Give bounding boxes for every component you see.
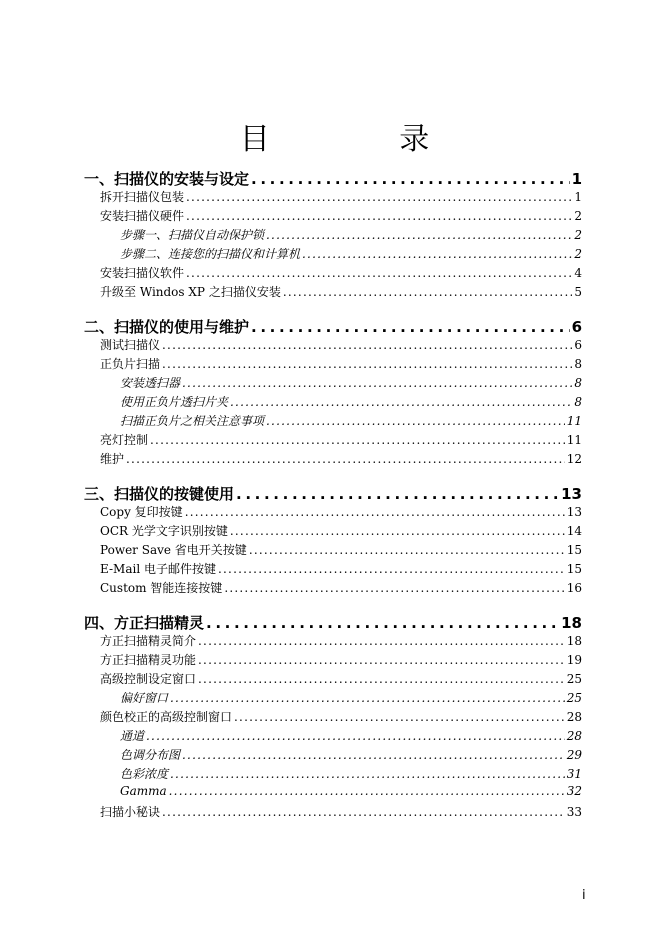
toc-entry-label: 安装透扫器 — [120, 376, 181, 390]
toc-entry-label: 步骤二、连接您的扫描仪和计算机 — [120, 247, 301, 261]
toc-section[interactable] — [84, 803, 582, 822]
leader-dots — [234, 710, 565, 724]
toc-entry-label: 颜色校正的高级控制窗口 — [100, 710, 233, 724]
toc-section[interactable] — [84, 522, 582, 541]
toc-entry-label: 拆开扫描仪包装 — [100, 190, 185, 204]
leader-dots — [198, 634, 565, 648]
leader-dots — [302, 247, 572, 261]
toc-subsection[interactable] — [84, 226, 582, 245]
toc-entry-page: 8 — [574, 395, 582, 409]
toc-entry-label: Custom 智能连接按键 — [100, 581, 223, 595]
toc-entry-label: 方正扫描精灵功能 — [100, 653, 197, 667]
leader-dots — [162, 357, 572, 371]
toc-section[interactable] — [84, 450, 582, 469]
toc-entry-page: 31 — [566, 767, 582, 781]
table-of-contents — [84, 168, 582, 822]
toc-entry-page: 28 — [566, 710, 582, 724]
toc-entry-page: 32 — [566, 784, 582, 798]
toc-entry-page: 13 — [566, 505, 582, 519]
leader-dots — [251, 318, 570, 336]
toc-subsection[interactable] — [84, 374, 582, 393]
toc-entry-label: 四、方正扫描精灵 — [84, 614, 205, 632]
toc-entry-label: 色调分布图 — [120, 748, 181, 762]
toc-section[interactable] — [84, 188, 582, 207]
leader-dots — [162, 805, 565, 819]
toc-section[interactable] — [84, 651, 582, 670]
toc-section[interactable] — [84, 579, 582, 598]
toc-entry-page: 25 — [566, 672, 582, 686]
toc-entry-label: 测试扫描仪 — [100, 338, 161, 352]
toc-entry-page: 8 — [574, 376, 582, 390]
toc-subsection[interactable] — [84, 746, 582, 765]
toc-entry-label: 扫描正负片之相关注意事项 — [120, 414, 265, 428]
toc-entry-label: 使用正负片透扫片夹 — [120, 395, 229, 409]
toc-entry-page: 28 — [566, 729, 582, 743]
toc-entry-page: 14 — [566, 524, 582, 538]
toc-section[interactable] — [84, 670, 582, 689]
toc-entry-label: 三、扫描仪的按键使用 — [84, 485, 235, 503]
leader-dots — [170, 691, 565, 705]
toc-section[interactable] — [84, 264, 582, 283]
toc-entry-page: 25 — [566, 691, 582, 705]
toc-entry-page: 1 — [574, 190, 582, 204]
leader-dots — [186, 190, 572, 204]
toc-entry-page: 15 — [566, 562, 582, 576]
toc-entry-page: 2 — [574, 247, 582, 261]
toc-entry-page: 13 — [561, 485, 582, 503]
toc-entry-page: 19 — [566, 653, 582, 667]
toc-entry-page: 18 — [566, 634, 582, 648]
chapter-spacer — [84, 302, 582, 316]
toc-chapter[interactable] — [84, 316, 582, 336]
toc-entry-label: Power Save 省电开关按键 — [100, 543, 247, 557]
toc-entry-page: 33 — [566, 805, 582, 819]
toc-entry-page: 8 — [574, 357, 582, 371]
toc-entry-label: 正负片扫描 — [100, 357, 161, 371]
toc-entry-label: 扫描小秘诀 — [100, 805, 161, 819]
toc-entry-page: 18 — [561, 614, 582, 632]
toc-section[interactable] — [84, 336, 582, 355]
toc-entry-label: 二、扫描仪的使用与维护 — [84, 318, 250, 336]
chapter-spacer — [84, 469, 582, 483]
leader-dots — [230, 524, 565, 538]
leader-dots — [230, 395, 572, 409]
leader-dots — [150, 433, 565, 447]
leader-dots — [283, 285, 573, 299]
leader-dots — [266, 414, 565, 428]
leader-dots — [182, 376, 572, 390]
toc-entry-page: 2 — [574, 228, 582, 242]
toc-entry-page: 29 — [566, 748, 582, 762]
leader-dots — [185, 505, 565, 519]
toc-chapter[interactable] — [84, 612, 582, 632]
toc-subsection[interactable] — [84, 245, 582, 264]
toc-entry-label: Gamma — [120, 784, 167, 798]
leader-dots — [236, 485, 559, 503]
toc-entry-label: 升级至 Windos XP 之扫描仪安装 — [100, 285, 281, 299]
toc-entry-label: E-Mail 电子邮件按键 — [100, 562, 216, 576]
toc-entry-label: 安装扫描仪软件 — [100, 266, 185, 280]
leader-dots — [126, 452, 565, 466]
toc-entry-label: 亮灯控制 — [100, 433, 149, 447]
toc-entry-label: 高级控制设定窗口 — [100, 672, 197, 686]
toc-entry-label: 一、扫描仪的安装与设定 — [84, 170, 250, 188]
toc-chapter[interactable] — [84, 483, 582, 503]
toc-section[interactable] — [84, 283, 582, 302]
toc-entry-page: 15 — [566, 543, 582, 557]
toc-entry-label: 步骤一、扫描仪自动保护锁 — [120, 228, 265, 242]
toc-subsection[interactable] — [84, 727, 582, 746]
leader-dots — [224, 581, 564, 595]
toc-entry-page: 12 — [566, 452, 582, 466]
leader-dots — [186, 209, 572, 223]
toc-entry-page: 6 — [574, 338, 582, 352]
toc-subsection[interactable] — [84, 784, 582, 803]
toc-section[interactable] — [84, 431, 582, 450]
toc-entry-label: 色彩浓度 — [120, 767, 169, 781]
toc-subsection[interactable] — [84, 689, 582, 708]
leader-dots — [249, 543, 565, 557]
leader-dots — [170, 767, 565, 781]
toc-entry-label: 通道 — [120, 729, 145, 743]
toc-subsection[interactable] — [84, 412, 582, 431]
chapter-spacer — [84, 598, 582, 612]
toc-chapter[interactable] — [84, 168, 582, 188]
toc-section[interactable] — [84, 355, 582, 374]
leader-dots — [206, 614, 559, 632]
toc-entry-page: 6 — [571, 318, 582, 336]
leader-dots — [198, 672, 565, 686]
toc-entry-page: 4 — [574, 266, 582, 280]
toc-entry-page: 2 — [574, 209, 582, 223]
toc-section[interactable] — [84, 207, 582, 226]
page-title: 目 录 — [239, 122, 490, 157]
page-number: i — [582, 888, 586, 903]
toc-entry-page: 1 — [571, 170, 582, 188]
toc-entry-page: 16 — [566, 581, 582, 595]
toc-entry-page: 11 — [566, 433, 582, 447]
toc-entry-page: 5 — [574, 285, 582, 299]
leader-dots — [182, 748, 565, 762]
toc-entry-label: 偏好窗口 — [120, 691, 169, 705]
toc-entry-label: OCR 光学文字识别按键 — [100, 524, 228, 538]
toc-entry-label: 安装扫描仪硬件 — [100, 209, 185, 223]
leader-dots — [218, 562, 565, 576]
toc-subsection[interactable] — [84, 765, 582, 784]
toc-section[interactable] — [84, 632, 582, 651]
toc-section[interactable] — [84, 560, 582, 579]
toc-section[interactable] — [84, 503, 582, 522]
toc-section[interactable] — [84, 541, 582, 560]
leader-dots — [169, 784, 565, 798]
toc-entry-label: 维护 — [100, 452, 125, 466]
toc-entry-page: 11 — [566, 414, 582, 428]
toc-entry-label: Copy 复印按键 — [100, 505, 183, 519]
toc-section[interactable] — [84, 708, 582, 727]
toc-subsection[interactable] — [84, 393, 582, 412]
leader-dots — [251, 170, 570, 188]
leader-dots — [186, 266, 572, 280]
leader-dots — [266, 228, 572, 242]
leader-dots — [146, 729, 565, 743]
leader-dots — [198, 653, 565, 667]
leader-dots — [162, 338, 572, 352]
toc-entry-label: 方正扫描精灵简介 — [100, 634, 197, 648]
